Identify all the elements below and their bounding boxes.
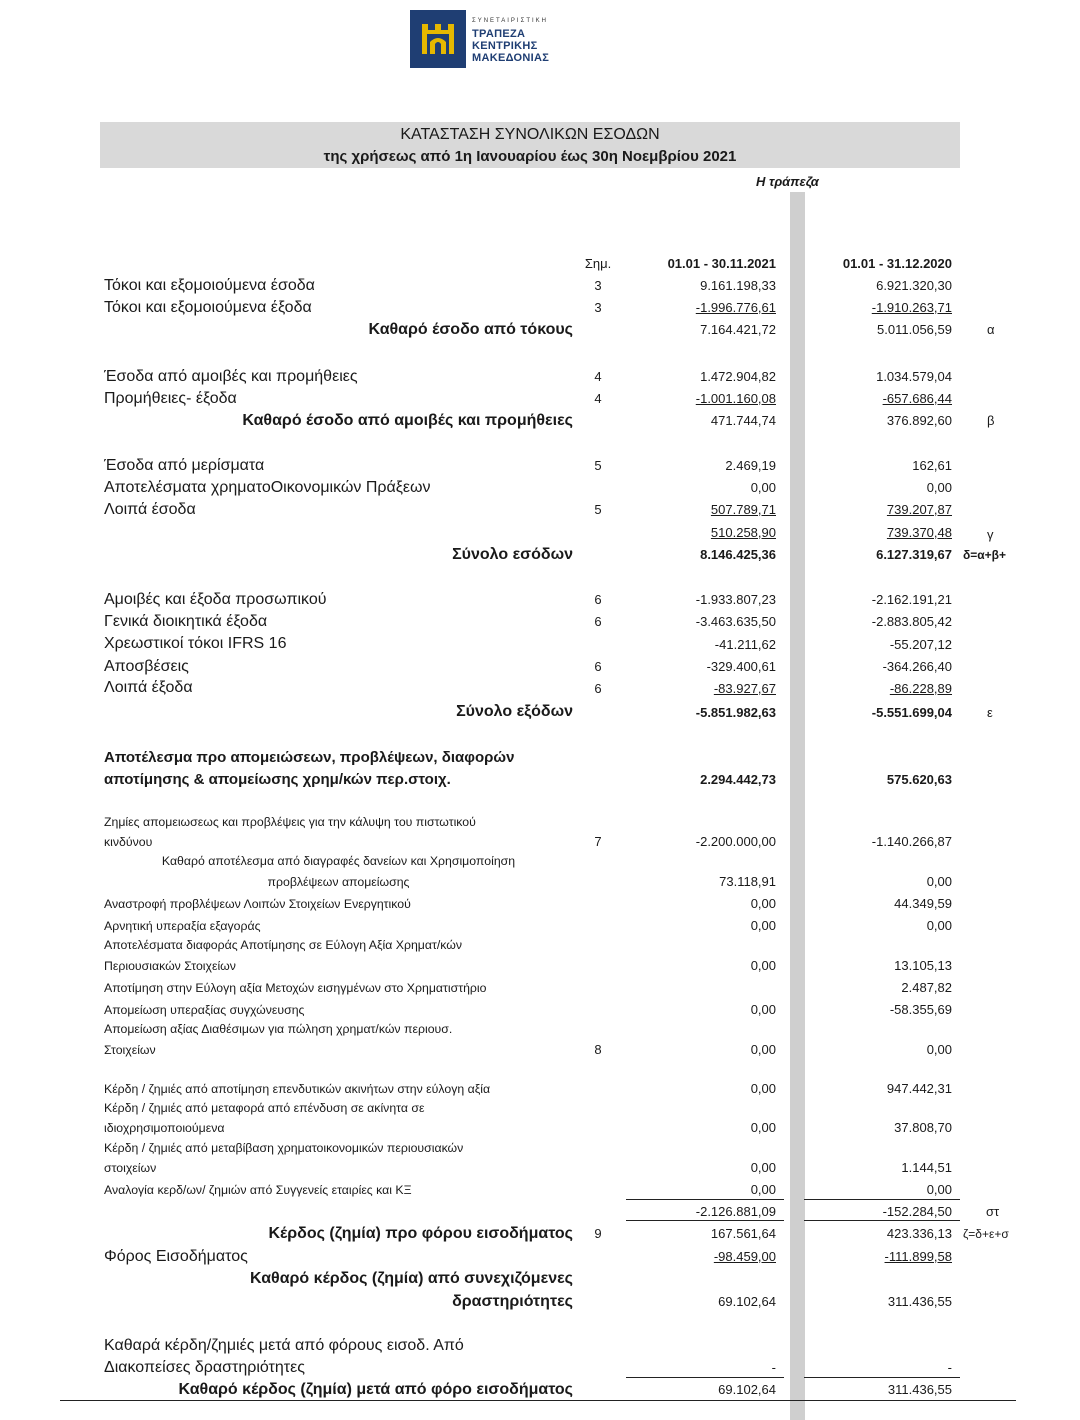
- row-value-2021: 0,00: [750, 958, 776, 973]
- row-value-2021: 2.294.442,73: [700, 772, 776, 787]
- row-label-line-1: Αποτελέσματα διαφοράς Αποτίμησης σε Εύλογη Αξία Χρηματ/κών: [104, 938, 463, 952]
- row-note: 8: [594, 1042, 602, 1057]
- row-letter: α: [987, 322, 995, 337]
- row-value-2021: 0,00: [750, 1002, 776, 1017]
- row-label: Γενικά διοικητικά έξοδα: [104, 613, 268, 630]
- row-value-2021: 69.102,64: [718, 1294, 776, 1309]
- row-letter: ζ=δ+ε+σ: [963, 1227, 1009, 1241]
- row-value-2021: 2.469,19: [725, 458, 776, 473]
- row-label-line-2: προβλέψεων απομείωσης: [267, 875, 410, 889]
- row-label-line-1: Καθαρό κέρδος (ζημία) από συνεχιζόμενες: [250, 1270, 573, 1287]
- row-letter: γ: [987, 527, 994, 542]
- logo-line-2: ΚΕΝΤΡΙΚΗΣ: [472, 40, 538, 52]
- row-label-line-2: Περιουσιακών Στοιχείων: [104, 959, 236, 973]
- logo-line-3: ΜΑΚΕΔΟΝΙΑΣ: [472, 52, 550, 64]
- row-value-2020: 37.808,70: [894, 1120, 952, 1135]
- row-value-2020: 1.034.579,04: [876, 369, 952, 384]
- row-value-2020: -657.686,44: [882, 391, 952, 406]
- row-value-2020: -5.551.699,04: [871, 705, 952, 720]
- row-value-2021: 69.102,64: [718, 1382, 776, 1397]
- row-value-2020: 0,00: [926, 480, 952, 495]
- row-label-line-1: Καθαρό αποτέλεσμα από διαγραφές δανείων και Χρησιμοποίηση: [161, 854, 516, 868]
- row-value-2020: -1.140.266,87: [871, 834, 952, 849]
- row-value-2021: 0,00: [750, 1182, 776, 1197]
- row-value-2021: 1.472.904,82: [700, 369, 776, 384]
- total-rule-2021: [626, 1377, 784, 1378]
- row-value-2020: 162,61: [912, 458, 952, 473]
- row-value-2020: -364.266,40: [882, 659, 952, 674]
- row-value-2020: 0,00: [926, 1182, 952, 1197]
- row-value-2021: 0,00: [750, 896, 776, 911]
- col2-header: 01.01 - 31.12.2020: [842, 256, 952, 271]
- row-label-line-2: κινδύνου: [104, 835, 153, 849]
- row-label: Χρεωστικοί τόκοι IFRS 16: [104, 635, 287, 652]
- row-value-2021: -5.851.982,63: [695, 705, 776, 720]
- total-rule-2020: [804, 1377, 960, 1378]
- row-note: 3: [594, 278, 602, 293]
- row-label: Έσοδα από αμοιβές και προμήθειες: [104, 368, 358, 385]
- row-letter: στ: [986, 1204, 1000, 1219]
- row-note: 3: [594, 300, 602, 315]
- row-letter: β: [987, 413, 995, 428]
- row-value-2020: 6.127.319,67: [876, 547, 952, 562]
- row-label-line-2: Στοιχείων: [104, 1043, 156, 1057]
- row-value-2021: 167.561,64: [710, 1226, 776, 1241]
- row-note: 9: [594, 1226, 602, 1241]
- row-value-2020: -1.910.263,71: [871, 300, 952, 315]
- row-value-2021: 8.146.425,36: [700, 547, 776, 562]
- row-value-2020: 0,00: [926, 874, 952, 889]
- row-label: Προμήθειες- έξοδα: [104, 390, 237, 407]
- note-column-header: Σημ.: [584, 256, 612, 271]
- row-note: 4: [594, 391, 602, 406]
- row-value-2020: -86.228,89: [889, 681, 952, 696]
- row-value-2020: 1.144,51: [901, 1160, 952, 1175]
- row-value-2021: -1.001.160,08: [695, 391, 776, 406]
- row-value-2020: 423.336,13: [886, 1226, 952, 1241]
- row-note: 6: [594, 614, 602, 629]
- row-value-2020: 6.921.320,30: [876, 278, 952, 293]
- row-value-2020: 376.892,60: [886, 413, 952, 428]
- row-value-2020: 13.105,13: [894, 958, 952, 973]
- row-label: Αναστροφή προβλέψεων Λοιπών Στοιχείων Ενεργητικού: [104, 897, 411, 911]
- row-label: Αποτίμηση στην Εύλογη αξία Μετοχών εισηγμένων στο Χρηματιστήριο: [104, 981, 487, 995]
- row-value-2021: 73.118,91: [719, 874, 776, 889]
- row-value-2021: -41.211,62: [714, 637, 776, 652]
- row-value-2021: 0,00: [750, 1042, 776, 1057]
- row-value-2021: 0,00: [750, 1160, 776, 1175]
- row-value-2020: 0,00: [926, 918, 952, 933]
- row-value-2020: -152.284,50: [882, 1204, 952, 1219]
- row-value-2020: 311.436,55: [887, 1382, 952, 1397]
- row-letter: δ=α+β+: [963, 548, 1007, 562]
- row-label-line-1: Αποτέλεσμα προ απομειώσεων, προβλέψεων, διαφορών: [104, 749, 515, 766]
- row-value-2020: 575.620,63: [886, 772, 952, 787]
- row-label-line-2: στοιχείων: [104, 1161, 157, 1175]
- row-note: 6: [594, 659, 602, 674]
- castle-logo-icon: [410, 10, 466, 68]
- row-value-2021: -83.927,67: [713, 681, 776, 696]
- row-value-2020: 311.436,55: [887, 1294, 952, 1309]
- row-label: Αρνητική υπεραξία εξαγοράς: [104, 919, 261, 933]
- row-label: Φόρος Εισοδήματος: [104, 1248, 248, 1265]
- entity-label: Η τράπεζα: [756, 174, 819, 189]
- row-value-2020: -2.883.805,42: [871, 614, 952, 629]
- row-label-line-1: Ζημίες απομειωσεως και προβλέψεις για την κάλυψη του πιστωτικού: [104, 815, 476, 829]
- subtotal-label: Καθαρό έσοδο από αμοιβές και προμήθειες: [242, 412, 573, 429]
- row-label-line-2: ιδιοχρησιμοποιούμενα: [104, 1121, 225, 1135]
- row-label: Τόκοι και εξομοιούμενα έξοδα: [104, 299, 312, 316]
- row-note: 6: [594, 681, 602, 696]
- row-value-2021: 507.789,71: [710, 502, 776, 517]
- row-value-2021: 0,00: [750, 480, 776, 495]
- row-value-2021: 0,00: [750, 1120, 776, 1135]
- total-label: Σύνολο εξόδων: [456, 703, 573, 720]
- row-value-2021: -3.463.635,50: [695, 614, 776, 629]
- pretax-label: Κέρδος (ζημία) προ φόρου εισοδήματος: [268, 1225, 573, 1242]
- row-label: Αποτελέσματα χρηματοΟικονομικών Πράξεων: [104, 479, 431, 496]
- row-value-2020: 44.349,59: [894, 896, 952, 911]
- bottom-rule: [60, 1400, 1016, 1401]
- row-label: Λοιπά έξοδα: [104, 679, 193, 696]
- row-note: 5: [594, 458, 602, 473]
- row-label-line-1: Απομείωση αξίας Διαθέσιμων για πώληση χρηματ/κών περιουσ.: [104, 1022, 453, 1036]
- row-note: 7: [594, 834, 602, 849]
- row-label-line-1: Καθαρά κέρδη/ζημιές μετά από φόρους εισοδ. Από: [104, 1337, 464, 1354]
- row-letter: ε: [987, 705, 993, 720]
- row-label-line-1: Κέρδη / ζημιές από μεταφορά από επένδυση σε ακίνητα σε: [104, 1101, 425, 1115]
- subtotal-rule-2021: [626, 1199, 784, 1200]
- row-value-2021: 0,00: [750, 918, 776, 933]
- row-label-line-1: Κέρδη / ζημιές από μεταβίβαση χρηματοικονομικών περιουσιακών: [104, 1141, 464, 1155]
- bank-logo: [410, 10, 570, 68]
- row-value-2020: 947.442,31: [886, 1081, 952, 1096]
- row-value-2020: -55.207,12: [889, 637, 952, 652]
- row-value-2020: -111.899,58: [884, 1249, 952, 1264]
- row-label-line-2: Διακοπείσες δραστηριότητες: [104, 1359, 305, 1376]
- row-label: Απομείωση υπεραξίας συγχώνευσης: [104, 1003, 305, 1017]
- row-value-2020: -58.355,69: [889, 1002, 952, 1017]
- row-value-2021: -98.459,00: [713, 1249, 776, 1264]
- row-label: Τόκοι και εξομοιούμενα έσοδα: [104, 277, 315, 294]
- row-value-2021: -329.400,61: [706, 659, 776, 674]
- row-note: 4: [594, 369, 602, 384]
- row-value-2021: 510.258,90: [710, 525, 776, 540]
- row-value-2021: -1.933.807,23: [695, 592, 776, 607]
- subtotal-rule-2020: [804, 1220, 960, 1221]
- row-value-2021: 0,00: [750, 1081, 776, 1096]
- subtotal-rule-2020: [804, 1199, 960, 1200]
- total-label: Σύνολο εσόδων: [452, 546, 573, 563]
- row-value-2020: 0,00: [926, 1042, 952, 1057]
- row-value-2021: -: [771, 1360, 776, 1375]
- row-value-2020: 2.487,82: [901, 980, 952, 995]
- statement-title: ΚΑΤΑΣΤΑΣΗ ΣΥΝΟΛΙΚΩΝ ΕΣΟΔΩΝ: [400, 126, 660, 143]
- subtotal-label: Καθαρό έσοδο από τόκους: [368, 321, 573, 338]
- row-value-2021: -2.200.000,00: [695, 834, 776, 849]
- row-label: Κέρδη / ζημιές από αποτίμηση επενδυτικών ακινήτων στην εύλογη αξία: [104, 1082, 491, 1096]
- row-value-2020: -: [947, 1360, 952, 1375]
- row-value-2021: 7.164.421,72: [700, 322, 776, 337]
- row-value-2021: 471.744,74: [710, 413, 776, 428]
- net-profit-label: Καθαρό κέρδος (ζημία) μετά από φόρο εισοδήματος: [178, 1381, 573, 1398]
- statement-period: της χρήσεως από 1η Ιανουαρίου έως 30η Νοεμβρίου 2021: [323, 148, 737, 165]
- row-label-line-2: αποτίμησης & απομείωσης χρημ/κών περ.στοιχ.: [104, 771, 451, 788]
- subtotal-rule-2021: [626, 1220, 784, 1221]
- col1-header: 01.01 - 30.11.2021: [667, 256, 776, 271]
- row-value-2021: -1.996.776,61: [695, 300, 776, 315]
- row-value-2020: 739.207,87: [886, 502, 952, 517]
- row-label: Έσοδα από μερίσματα: [104, 457, 265, 474]
- row-note: 6: [594, 592, 602, 607]
- logo-line-1: ΤΡΑΠΕΖΑ: [472, 28, 526, 40]
- row-value-2020: 739.370,48: [886, 525, 952, 540]
- row-label: Αμοιβές και έξοδα προσωπικού: [104, 591, 327, 608]
- row-value-2021: -2.126.881,09: [695, 1204, 776, 1219]
- row-label-line-2: δραστηριότητες: [452, 1293, 573, 1310]
- logo-tagline: ΣΥΝΕΤΑΙΡΙΣΤΙΚΗ: [472, 18, 548, 24]
- row-value-2020: 5.011.056,59: [877, 322, 952, 337]
- row-label: Αποσβέσεις: [104, 658, 189, 675]
- row-label: Λοιπά έσοδα: [104, 501, 196, 518]
- row-note: 5: [594, 502, 602, 517]
- row-value-2020: -2.162.191,21: [871, 592, 952, 607]
- row-label: Αναλογία κερδ/ων/ ζημιών από Συγγενείς εταιρίες και ΚΞ: [104, 1183, 412, 1197]
- row-value-2021: 9.161.198,33: [700, 278, 776, 293]
